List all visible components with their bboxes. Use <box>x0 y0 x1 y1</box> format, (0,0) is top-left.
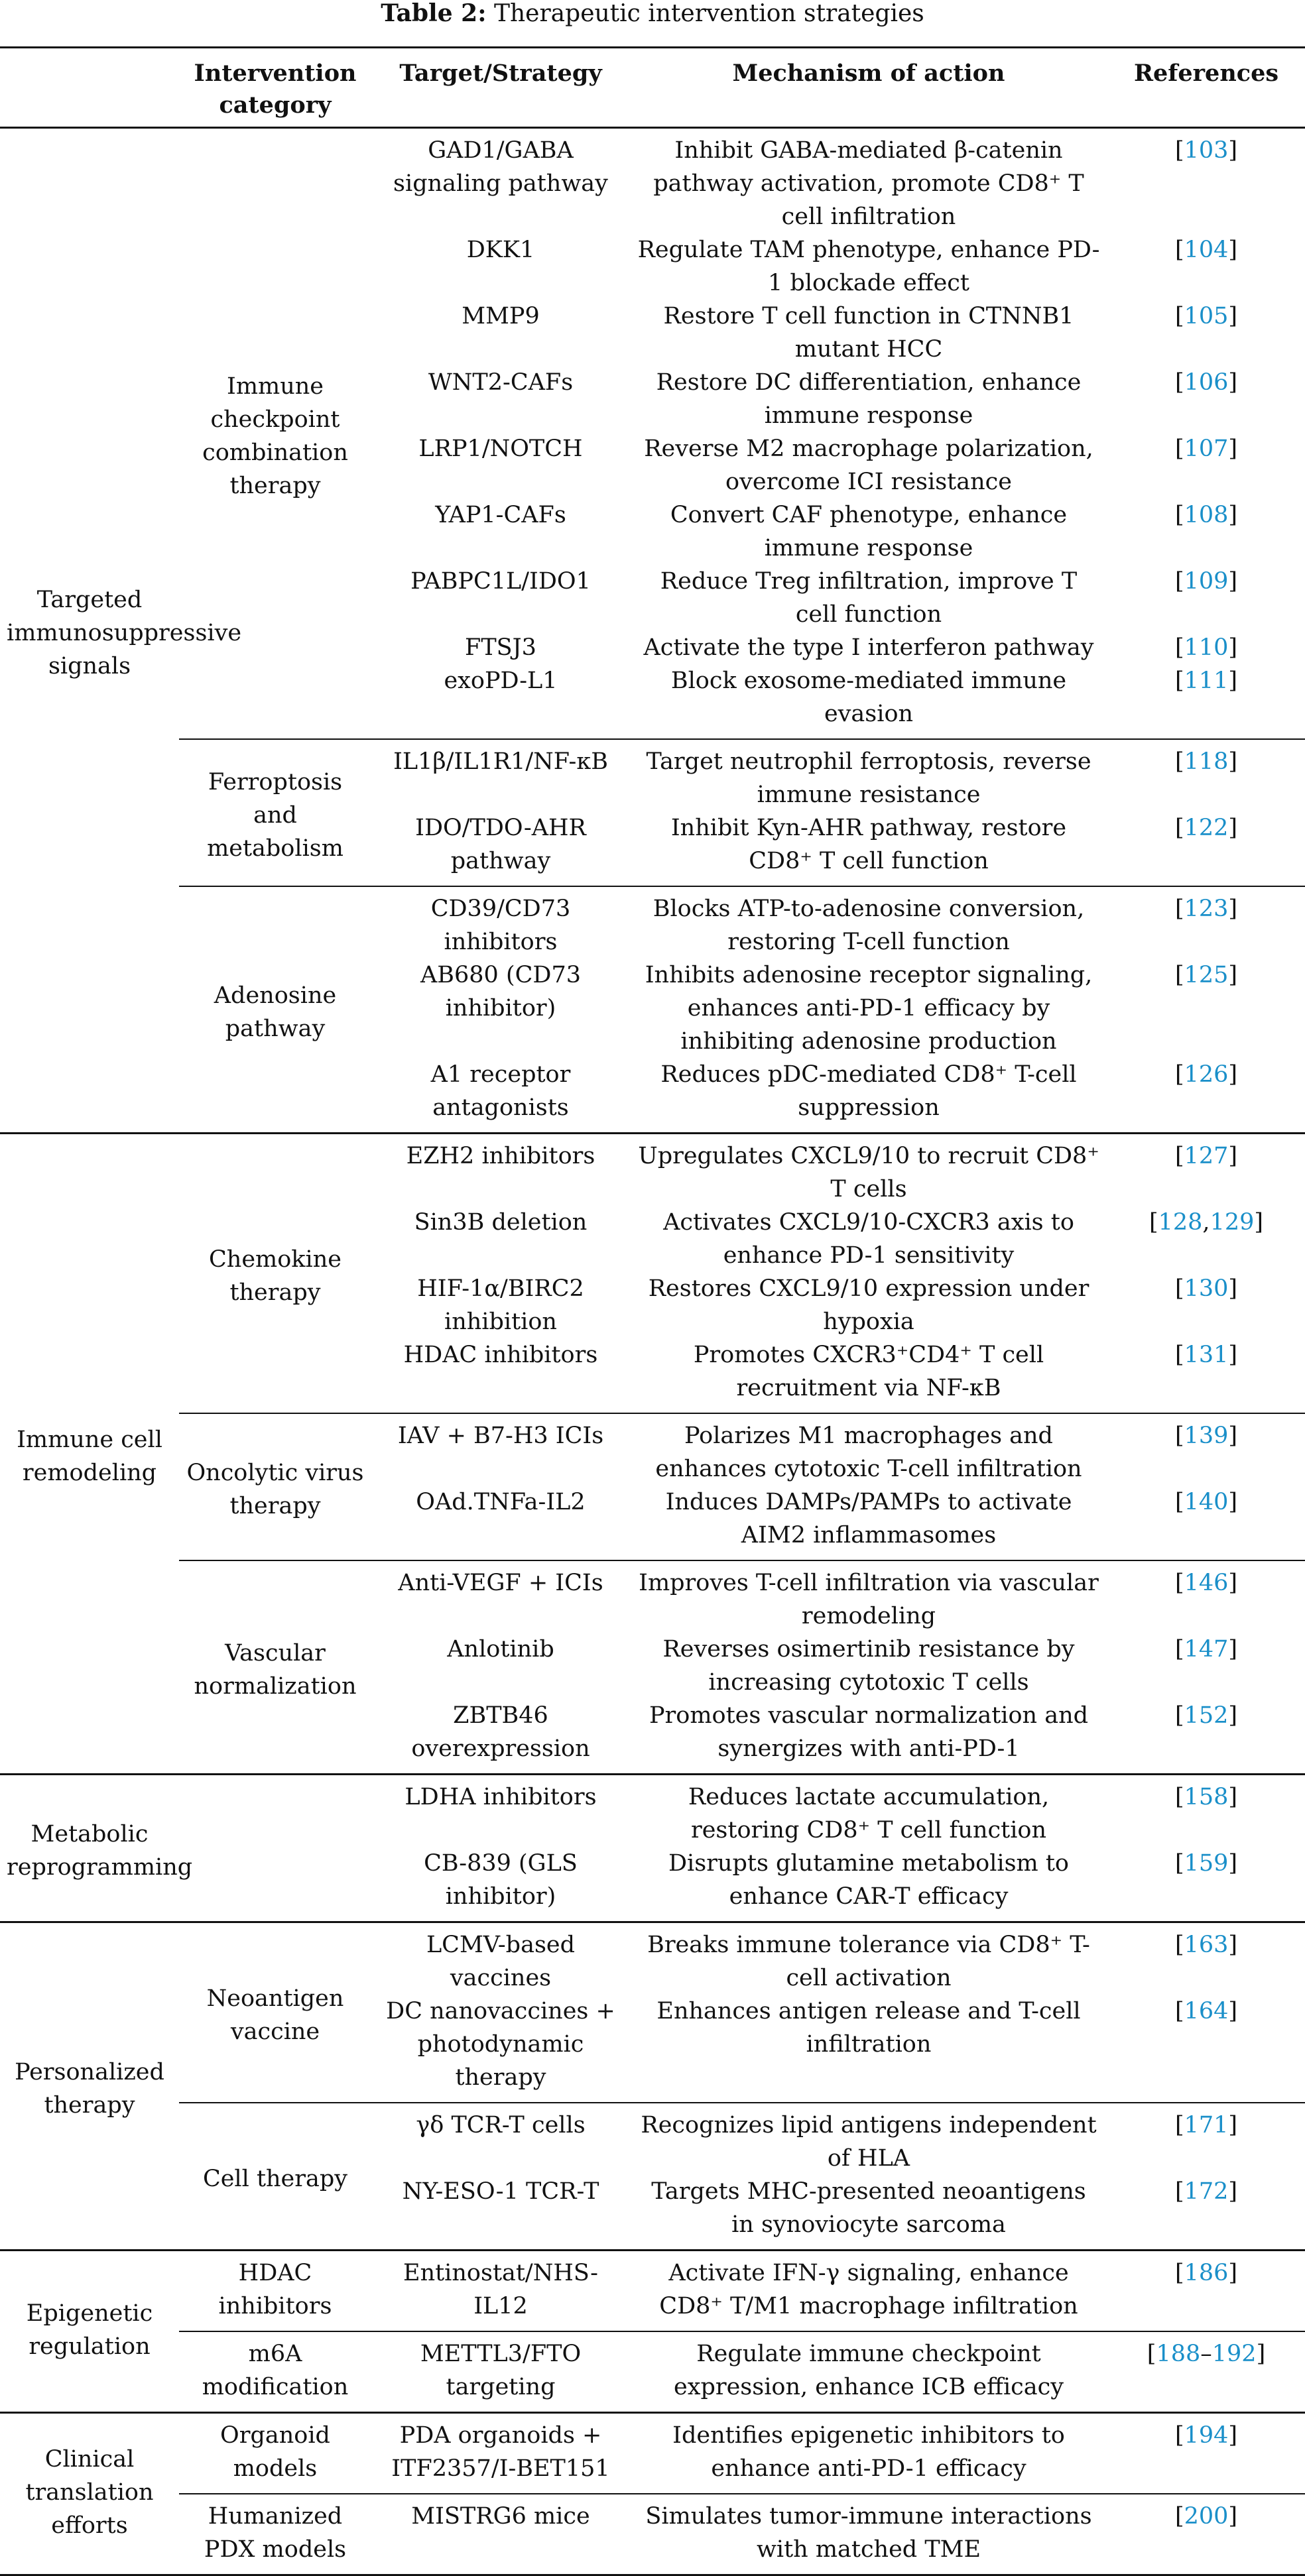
target-cell: HDAC inhibitors <box>371 1338 630 1413</box>
reference-link[interactable]: 146 <box>1184 1570 1229 1596</box>
mechanism-cell: Regulate TAM phenotype, enhance PD-1 blockade effect <box>637 237 1100 296</box>
header-cell-group <box>0 48 179 128</box>
mechanism-cell: Reduces pDC-mediated CD8⁺ T-cell suppression <box>630 1058 1107 1134</box>
target-cell: Entinostat/NHS-IL12 <box>371 2251 630 2332</box>
mechanism-cell: Induces DAMPs/PAMPs to activate AIM2 inflammasomes <box>630 1486 1107 1560</box>
reference-link[interactable]: 128 <box>1158 1209 1203 1236</box>
reference-cell: [123] <box>1174 896 1238 922</box>
mechanism-cell: Restores CXCL9/10 expression under hypoxia <box>648 1275 1089 1335</box>
mechanism-cell: Recognizes lipid antigens independent of HLA <box>641 2112 1097 2172</box>
target-cell: Anlotinib <box>447 1636 554 1663</box>
subcategory-cell: Immune checkpoint combination therapy <box>179 128 371 740</box>
reference-cell: [126] <box>1107 1058 1305 1134</box>
mechanism-cell: Identifies epigenetic inhibitors to enhance anti-PD-1 efficacy <box>630 2413 1107 2494</box>
mechanism-cell: Activate IFN-γ signaling, enhance CD8⁺ T/M1 macrophage infiltration <box>630 2251 1107 2332</box>
mechanism-cell: Activate the type I interferon pathway <box>643 634 1094 661</box>
mechanism-cell: Block exosome-mediated immune evasion <box>630 664 1107 739</box>
reference-link[interactable]: 186 <box>1184 2260 1229 2286</box>
subcategory-cell: Chemokine therapy <box>179 1134 371 1414</box>
subcategory-cell: Ferroptosis and metabolism <box>179 739 371 886</box>
mechanism-cell: Polarizes M1 macrophages and enhances cytotoxic T-cell infiltration <box>655 1423 1082 1482</box>
reference-cell: [122] <box>1107 811 1305 886</box>
reference-cell: [111] <box>1107 664 1305 739</box>
target-cell: IAV + B7-H3 ICIs <box>397 1423 604 1449</box>
mechanism-cell: Blocks ATP-to-adenosine conversion, restoring T-cell function <box>652 896 1085 955</box>
mechanism-cell: Promotes vascular normalization and synergizes with anti-PD-1 <box>630 1699 1107 1775</box>
reference-link[interactable]: 194 <box>1184 2422 1229 2449</box>
table-row <box>0 2331 1305 2413</box>
mechanism-cell: Enhances antigen release and T-cell infiltration <box>630 1995 1107 2103</box>
reference-cell: [127] <box>1174 1143 1238 1169</box>
reference-link[interactable]: 105 <box>1184 303 1229 329</box>
target-cell: METTL3/FTO targeting <box>371 2331 630 2413</box>
reference-cell: [108] <box>1174 502 1238 528</box>
reference-separator: , <box>1202 1209 1210 1236</box>
reference-link[interactable]: 110 <box>1184 634 1229 661</box>
target-cell: MMP9 <box>462 303 540 329</box>
reference-link[interactable]: 131 <box>1184 1342 1229 1368</box>
mechanism-cell: Reduce Treg infiltration, improve T cell function <box>660 568 1078 628</box>
target-cell: AB680 (CD73 inhibitor) <box>420 962 581 1022</box>
reference-cell: [125] <box>1174 962 1238 988</box>
subcategory-cell: Organoid models <box>179 2413 371 2494</box>
table-caption-title: Therapeutic intervention strategies <box>493 0 924 27</box>
mechanism-cell: Disrupts glutamine metabolism to enhance CAR-T efficacy <box>630 1847 1107 1922</box>
target-cell: γδ TCR-T cells <box>416 2112 586 2138</box>
group-category-cell: Clinical translation efforts <box>0 2413 179 2575</box>
group-category-cell: Immune cell remodeling <box>0 1134 179 1775</box>
reference-link[interactable]: 158 <box>1184 1784 1229 1810</box>
mechanism-cell: Target neutrophil ferroptosis, reverse immune resistance <box>646 748 1091 808</box>
table-row <box>0 739 1305 811</box>
reference-link[interactable]: 192 <box>1212 2341 1257 2367</box>
reference-link[interactable]: 130 <box>1184 1275 1229 1302</box>
reference-link[interactable]: 140 <box>1184 1489 1229 1515</box>
subcategory-cell: Oncolytic virus therapy <box>179 1413 371 1560</box>
mechanism-cell: Restore T cell function in CTNNB1 mutant HCC <box>663 303 1074 363</box>
target-cell: GAD1/GABA signaling pathway <box>393 137 608 197</box>
reference-cell: [171] <box>1174 2112 1238 2138</box>
reference-link[interactable]: 200 <box>1184 2503 1229 2530</box>
mechanism-cell: Breaks immune tolerance via CD8⁺ T-cell activation <box>647 1932 1090 1991</box>
reference-cell: [104] <box>1174 237 1238 263</box>
reference-link[interactable]: 163 <box>1184 1932 1229 1958</box>
target-cell: A1 receptor antagonists <box>371 1058 630 1134</box>
group-category-cell: Epigenetic regulation <box>0 2251 179 2413</box>
reference-link[interactable]: 188 <box>1156 2341 1201 2367</box>
table-row <box>0 128 1305 234</box>
mechanism-cell: Targets MHC-presented neoantigens in synoviocyte sarcoma <box>630 2175 1107 2251</box>
header-cell-references: References <box>1107 48 1305 128</box>
reference-link[interactable]: 103 <box>1184 137 1229 164</box>
reference-separator: – <box>1200 2341 1212 2367</box>
table-row <box>0 2494 1305 2575</box>
target-cell: MISTRG6 mice <box>371 2494 630 2575</box>
mechanism-cell: Upregulates CXCL9/10 to recruit CD8⁺ T cells <box>638 1143 1099 1202</box>
target-cell: DKK1 <box>466 237 535 263</box>
table-row <box>0 1922 1305 1995</box>
mechanism-cell: Activates CXCL9/10-CXCR3 axis to enhance PD-1 sensitivity <box>663 1209 1074 1269</box>
reference-cell: [152] <box>1107 1699 1305 1775</box>
reference-link[interactable]: 172 <box>1184 2178 1229 2205</box>
target-cell: IDO/TDO-AHR pathway <box>371 811 630 886</box>
reference-link[interactable]: 129 <box>1210 1209 1255 1236</box>
table-caption <box>0 0 1305 32</box>
target-cell: PABPC1L/IDO1 <box>410 568 591 595</box>
reference-link[interactable]: 109 <box>1184 568 1229 595</box>
reference-link[interactable]: 159 <box>1184 1850 1229 1877</box>
reference-cell: [131] <box>1107 1338 1305 1413</box>
mechanism-cell: Inhibits adenosine receptor signaling, enhances anti-PD-1 efficacy by inhibiting adenosine production <box>645 962 1093 1055</box>
reference-link[interactable]: 104 <box>1184 237 1229 263</box>
table-row <box>0 2413 1305 2494</box>
header-cell-target: Target/Strategy <box>371 48 630 128</box>
reference-link[interactable]: 139 <box>1184 1423 1229 1449</box>
reference-link[interactable]: 123 <box>1184 896 1229 922</box>
table-header <box>0 48 1305 128</box>
header-row <box>0 48 1305 128</box>
group-category-cell: Personalized therapy <box>0 1922 179 2251</box>
reference-cell: [109] <box>1174 568 1238 595</box>
target-cell: DC nanovaccines + photodynamic therapy <box>371 1995 630 2103</box>
target-cell: Anti-VEGF + ICIs <box>398 1570 603 1596</box>
reference-cell: [164] <box>1107 1995 1305 2103</box>
reference-cell: [146] <box>1174 1570 1238 1596</box>
group-category-cell: Metabolic reprogramming <box>0 1775 179 1922</box>
reference-link[interactable]: 164 <box>1184 1998 1229 2024</box>
reference-cell: [105] <box>1174 303 1238 329</box>
table-row <box>0 1134 1305 1206</box>
target-cell: NY-ESO-1 TCR-T <box>371 2175 630 2251</box>
subcategory-cell: Vascular normalization <box>179 1560 371 1775</box>
mechanism-cell: Inhibit GABA-mediated β-catenin pathway activation, promote CD8⁺ T cell infiltration <box>653 137 1084 230</box>
target-cell: YAP1-CAFs <box>435 502 566 528</box>
reference-cell: [159] <box>1107 1847 1305 1922</box>
subcategory-cell: Cell therapy <box>179 2103 371 2251</box>
reference-cell: [172] <box>1107 2175 1305 2251</box>
reference-cell: [147] <box>1174 1636 1238 1663</box>
mechanism-cell: Reverse M2 macrophage polarization, overcome ICI resistance <box>644 436 1093 495</box>
reference-cell: [140] <box>1107 1486 1305 1560</box>
table-row <box>0 2251 1305 2332</box>
reference-link[interactable]: 108 <box>1184 502 1229 528</box>
subcategory-cell: Neoantigen vaccine <box>179 1922 371 2103</box>
target-cell: CD39/CD73 inhibitors <box>430 896 571 955</box>
reference-link[interactable]: 147 <box>1184 1636 1229 1663</box>
reference-cell: [194] <box>1107 2413 1305 2494</box>
reference-cell: [188–192] <box>1107 2331 1305 2413</box>
reference-cell: [158] <box>1174 1784 1238 1810</box>
table-row <box>0 1413 1305 1486</box>
target-cell: FTSJ3 <box>465 634 536 661</box>
reference-link[interactable]: 118 <box>1184 748 1229 775</box>
target-cell: HIF-1α/BIRC2 inhibition <box>417 1275 584 1335</box>
target-cell: CB-839 (GLS inhibitor) <box>371 1847 630 1922</box>
reference-link[interactable]: 111 <box>1184 668 1229 694</box>
mechanism-cell: Reverses osimertinib resistance by increasing cytotoxic T cells <box>662 1636 1075 1696</box>
subcategory-cell: Humanized PDX models <box>179 2494 371 2575</box>
target-cell: ZBTB46 overexpression <box>371 1699 630 1775</box>
mechanism-cell: Simulates tumor-immune interactions with matched TME <box>630 2494 1107 2575</box>
reference-link[interactable]: 122 <box>1184 815 1229 841</box>
reference-link[interactable]: 125 <box>1184 962 1229 988</box>
reference-link[interactable]: 126 <box>1184 1061 1229 1088</box>
target-cell: LCMV-based vaccines <box>426 1932 576 1991</box>
reference-cell: [163] <box>1174 1932 1238 1958</box>
header-cell-mechanism: Mechanism of action <box>630 48 1107 128</box>
target-cell: PDA organoids + ITF2357/I-BET151 <box>371 2413 630 2494</box>
mechanism-cell: Improves T-cell infiltration via vascular remodeling <box>639 1570 1099 1629</box>
mechanism-cell: Inhibit Kyn-AHR pathway, restore CD8⁺ T cell function <box>630 811 1107 886</box>
interventions-table <box>0 46 1305 2576</box>
target-cell: EZH2 inhibitors <box>406 1143 595 1169</box>
reference-link[interactable]: 127 <box>1184 1143 1229 1169</box>
table-row <box>0 1560 1305 1633</box>
group-category-cell: Targeted immunosuppressive signals <box>0 128 179 1134</box>
reference-link[interactable]: 107 <box>1184 436 1229 462</box>
reference-cell: [186] <box>1107 2251 1305 2332</box>
reference-cell: [106] <box>1174 369 1238 396</box>
reference-cell: [139] <box>1174 1423 1238 1449</box>
subcategory-cell: m6A modification <box>179 2331 371 2413</box>
target-cell: exoPD-L1 <box>371 664 630 739</box>
target-cell: LRP1/NOTCH <box>418 436 583 462</box>
reference-cell: [128,129] <box>1149 1209 1264 1236</box>
table-row <box>0 886 1305 959</box>
table-body <box>0 128 1305 2575</box>
reference-cell: [103] <box>1174 137 1238 164</box>
target-cell: Sin3B deletion <box>414 1209 588 1236</box>
reference-cell: [200] <box>1107 2494 1305 2575</box>
reference-link[interactable]: 171 <box>1184 2112 1229 2138</box>
header-cell-category: Intervention category <box>179 48 371 128</box>
target-cell: WNT2-CAFs <box>428 369 574 396</box>
reference-link[interactable]: 106 <box>1184 369 1229 396</box>
mechanism-cell: Promotes CXCR3⁺CD4⁺ T cell recruitment via NF-κB <box>630 1338 1107 1413</box>
reference-cell: [107] <box>1174 436 1238 462</box>
mechanism-cell: Regulate immune checkpoint expression, enhance ICB efficacy <box>630 2331 1107 2413</box>
mechanism-cell: Restore DC differentiation, enhance immune response <box>656 369 1082 429</box>
reference-cell: [118] <box>1174 748 1238 775</box>
mechanism-cell: Convert CAF phenotype, enhance immune response <box>670 502 1068 561</box>
target-cell: IL1β/IL1R1/NF-κB <box>393 748 608 775</box>
reference-link[interactable]: 152 <box>1184 1702 1229 1729</box>
subcategory-cell: HDAC inhibitors <box>179 2251 371 2332</box>
table-row <box>0 2103 1305 2175</box>
target-cell: LDHA inhibitors <box>404 1784 597 1810</box>
table-caption-label: Table 2: <box>381 0 487 27</box>
subcategory-cell: Adenosine pathway <box>179 886 371 1134</box>
reference-cell: [130] <box>1174 1275 1238 1302</box>
mechanism-cell: Reduces lactate accumulation, restoring CD8⁺ T cell function <box>688 1784 1050 1844</box>
target-cell: OAd.TNFa-IL2 <box>371 1486 630 1560</box>
subcategory-cell <box>179 1775 371 1922</box>
table-row <box>0 1775 1305 1847</box>
reference-cell: [110] <box>1174 634 1238 661</box>
